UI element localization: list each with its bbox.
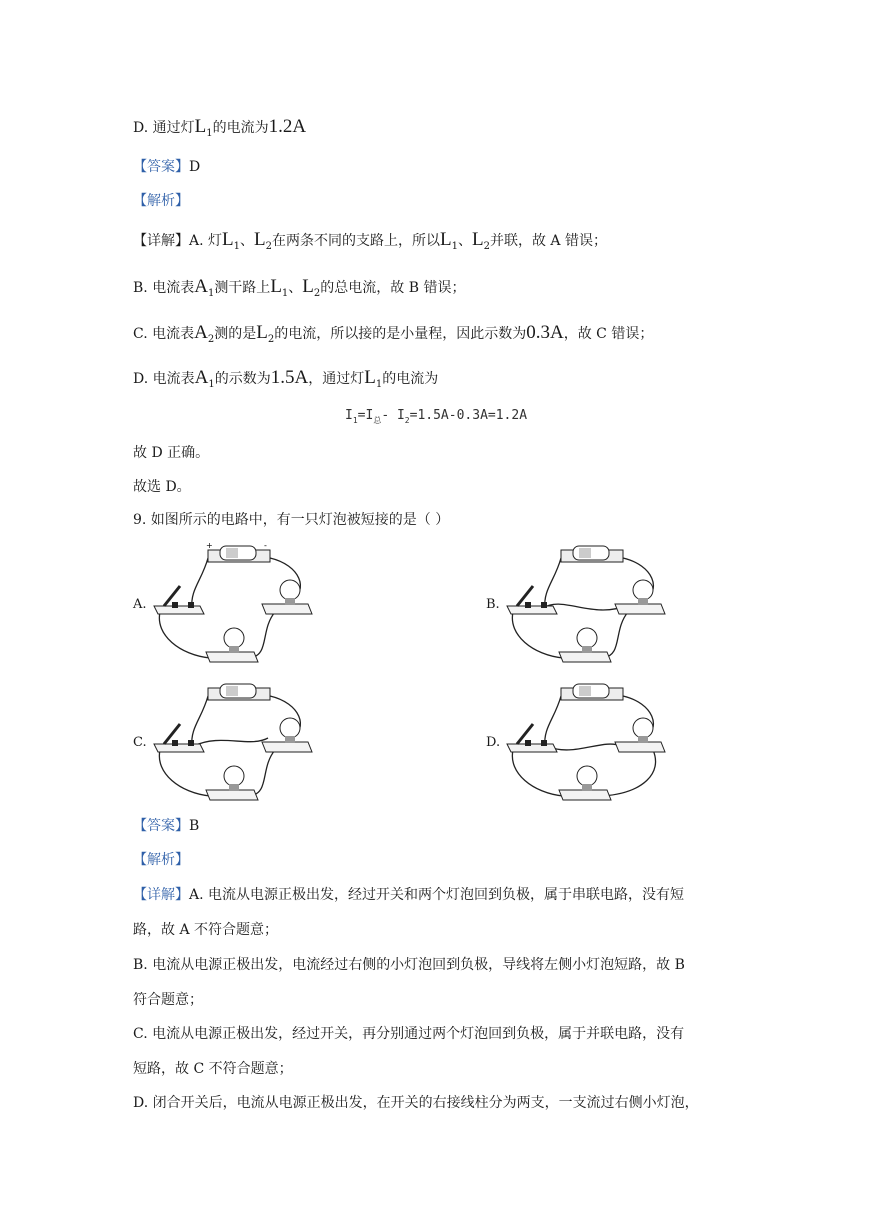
bulb-icon-right xyxy=(262,718,312,752)
prev-option-d: D. 通过灯$L_1$的电流为1.2A xyxy=(133,116,307,139)
switch-icon xyxy=(507,586,557,614)
battery-icon xyxy=(561,684,623,700)
option-d-label: D. xyxy=(486,735,501,750)
circuit-figure-a xyxy=(150,540,320,670)
q9-detail-line: 符合题意； xyxy=(133,992,203,1008)
q9-answer: 【答案】B xyxy=(133,818,200,834)
q8-choice: 故选 D。 xyxy=(133,479,191,495)
q8-detail-a: 【详解】A. 灯$L_1$、$L_2$在两条不同的支路上，所以$L_1$、$L_2$并联，故 A 错误； xyxy=(133,229,607,252)
q9-analysis-tag: 【解析】 xyxy=(133,852,189,868)
circuit-figure-d xyxy=(503,678,673,808)
circuit-figure-b xyxy=(503,540,673,670)
q8-analysis-tag: 【解析】 xyxy=(133,193,189,209)
svg-text:+: + xyxy=(206,541,213,550)
q9-detail-line: C. 电流从电源正极出发，经过开关，再分别通过两个灯泡回到负极，属于并联电路，没有 xyxy=(133,1026,685,1042)
bulb-icon-bottom xyxy=(559,628,611,662)
battery-icon xyxy=(208,684,270,700)
q9-detail-line: 路，故 A 不符合题意； xyxy=(133,922,279,938)
q8-conclusion: 故 D 正确。 xyxy=(133,445,210,461)
circuit-figure-c xyxy=(150,678,320,808)
q9-detail-line: 【详解】A. 电流从电源正极出发，经过开关和两个灯泡回到负极，属于串联电路，没有短 xyxy=(133,887,685,903)
q9-detail-line: 短路，故 C 不符合题意； xyxy=(133,1061,293,1077)
q8-detail-d: D. 电流表$A_1$的示数为1.5A，通过灯$L_1$的电流为 xyxy=(133,367,439,390)
bulb-icon-right xyxy=(615,718,665,752)
switch-icon xyxy=(154,724,204,752)
q9-detail-line: B. 电流从电源正极出发，电流经过右侧的小灯泡回到负极，导线将左侧小灯泡短路，故 B xyxy=(133,957,685,973)
q8-answer: 【答案】D xyxy=(133,159,201,175)
switch-icon xyxy=(154,586,204,614)
battery-icon xyxy=(561,546,623,562)
current-equation: $I_1=I_总-$ $I_2=1.5A-0.3A=1.2A$ xyxy=(345,408,528,425)
q9-detail-line: D. 闭合开关后，电流从电源正极出发，在开关的右接线柱分为两支，一支流过右侧小灯泡， xyxy=(133,1095,699,1111)
option-a-label: A. xyxy=(133,597,147,612)
bulb-icon-bottom xyxy=(559,766,611,800)
switch-icon xyxy=(507,724,557,752)
q8-detail-b: B. 电流表$A_1$测干路上$L_1$、$L_2$的总电流，故 B 错误； xyxy=(133,276,466,299)
q8-detail-c: C. 电流表$A_2$测的是$L_2$的电流，所以接的是小量程，因此示数为0.3A，故 C 错误； xyxy=(133,322,654,345)
battery-icon xyxy=(206,541,270,562)
bulb-icon-right xyxy=(615,580,665,614)
bulb-icon-bottom xyxy=(206,628,258,662)
option-c-label: C. xyxy=(133,735,147,750)
svg-text:-: - xyxy=(264,541,267,550)
option-b-label: B. xyxy=(486,597,500,612)
q9-stem: 9. 如图所示的电路中，有一只灯泡被短接的是（ ） xyxy=(133,512,450,528)
bulb-icon-bottom xyxy=(206,766,258,800)
bulb-icon-right xyxy=(262,580,312,614)
